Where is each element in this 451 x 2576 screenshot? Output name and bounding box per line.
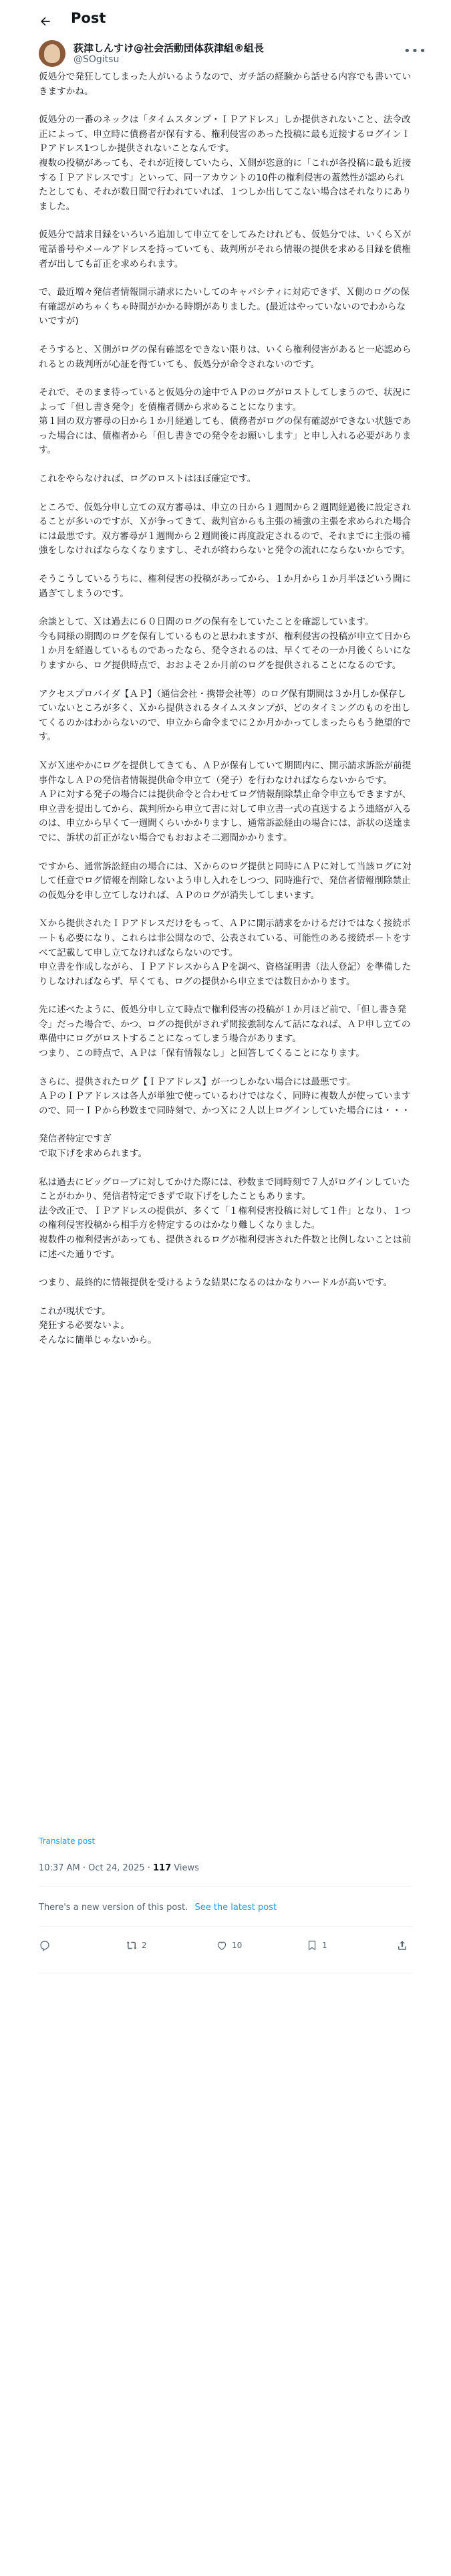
post-paragraph: 私は過去にビッグローブに対してかけた際には、秒数まで同時刻で７人がログインしていたことがわかり、発信者特定できずで取下げをしたこともあります。 法令改正で、ＩＰアドレスの提供が、多くて「１権利侵害投稿に対して１件」となり、１つの権利侵害投稿から相手方を特定するのはかなり難しくなりました。 複数件の権利侵害があっても、提供されるログが権利侵害された件数と比例しないことは前に述べた通りです。 — [39, 1176, 412, 1260]
post-paragraph: 仮処分で発狂してしまった人がいるようなので、ガチ話の経験から話せる内容でも書いていきますかね。 — [39, 72, 412, 97]
post-paragraph: それで、そのまま待っていると仮処分の途中でＡＰのログがロストしてしまうので、状況によって「但し書き発令」を債権者側から求めることになります。 第１回の双方審尋の日から１か月経過しても、債務者がログの保有確認ができない状態であった場合には、債権者から「但し書きでの発令をお願いします」と申し入れる必要があります。 — [39, 387, 412, 456]
post-paragraph: ところで、仮処分申し立ての双方審尋は、申立の日から１週間から２週間経過後に設定されることが多いのですが、Ｘが争ってきて、裁判官からも主張の補強の主張を求められた場合には最悪です。双方審尋が１週間から２週間後に再度設定されるので、それまでに主張の補強をしなければならなくなりますし、それが終わらないと発令の流れにならないからです。 — [39, 502, 412, 556]
translate-post-link[interactable]: Translate post — [39, 1836, 96, 1846]
post-paragraph: 仮処分で請求目録をいろいろ追加して申立てをしてみたけれども、仮処分では、いくらＸが電話番号やメールアドレスを持っていても、裁判所がそれら情報の提供を求める目録を債権者が出しても訂正を求められます。 — [39, 229, 412, 270]
like-count: 10 — [232, 1941, 243, 1950]
reply-icon — [39, 1939, 51, 1951]
like-button[interactable] — [216, 1939, 242, 1951]
like-icon — [216, 1939, 228, 1951]
post-paragraph: で、最近増々発信者情報開示請求にたいしてのキャパシティに対応できず、Ｘ側のログの保有確認がめちゃくちゃ時間がかかる時期がありました。(最近はやっていないのでわからないですが) — [39, 287, 410, 327]
post-paragraph: これが現状です。 発狂する必要ないよ。 そんなに簡単じゃないから。 — [39, 1305, 157, 1346]
views-count: 117 — [153, 1863, 172, 1873]
author-handle[interactable]: @SOgitsu — [73, 54, 120, 65]
repost-count: 2 — [142, 1941, 147, 1950]
action-bar — [39, 1939, 413, 1959]
post-meta: 10:37 AM · Oct 24, 2025 · 117 Views — [39, 1863, 199, 1873]
post-timestamp[interactable]: 10:37 AM · Oct 24, 2025 — [39, 1863, 145, 1873]
avatar[interactable] — [39, 40, 65, 67]
author-name[interactable]: 荻津しんすけ@社会活動団体荻津組®組長 — [73, 42, 265, 54]
share-icon — [396, 1939, 408, 1951]
post-paragraph: ですから、通常訴訟経由の場合には、Ｘからのログ提供と同時にＡＰに対して当該ログに対して任意でログ情報を削除しないよう申し入れをしつつ、同時進行で、発信者情報削除禁止の仮処分を申し立てしなければ、ＡＰのログが消失してしまいます。 — [39, 861, 412, 901]
see-latest-post-link[interactable]: See the latest post — [194, 1903, 277, 1913]
repost-button[interactable] — [126, 1939, 147, 1951]
post-paragraph: さらに、提供されたログ【ＩＰアドレス】が一つしかない場合には最悪です。 ＡＰのＩＰアドレスは各人が単独で使っているわけではなく、同時に複数人が使っていますので、同一ＩＰから秒数まで同時刻で、かつＸに２人以上ログインしていた場合には・・・ — [39, 1076, 411, 1116]
post-body — [39, 70, 413, 1362]
views-label: Views — [174, 1863, 199, 1873]
notice-text: There's a new version of this post. — [39, 1903, 188, 1913]
divider — [39, 1886, 413, 1887]
post-paragraph: Ｘから提供されたＩＰアドレスだけをもって、ＡＰに開示請求をかけるだけではなく接続ポートも必要になり、これらは非公開なので、公表されている、可能性のある接続ポートをすべて記載して申し立てなければならないのです。 申立書を作成しながら、ＩＰアドレスからＡＰを調べ、資格証明書（法人登記）を準備したりしなければならず、早くても、ログの提供から申立までは数日かかります。 — [39, 918, 412, 987]
bookmark-icon — [306, 1939, 318, 1951]
post-paragraph: つまり、最終的に情報提供を受けるような結果になるのはかなりハードルが高いです。 — [39, 1277, 393, 1289]
page-title: Post — [71, 10, 106, 26]
header — [0, 0, 451, 40]
repost-icon — [126, 1939, 138, 1951]
reply-button[interactable] — [39, 1939, 55, 1951]
post-paragraph: 余談として、Ｘは過去に６０日間のログの保有をしていたことを確認しています。 今も同様の期間のログを保有しているものと思われますが、権利侵害の投稿が申立て日から１か月を経過しているものであったなら、発令されるのは、早くてその一か月後くらいになりますから、ログ提供時点で、おおよそ２か月前のログを提供されることになるのです。 — [39, 617, 412, 671]
bookmark-count: 1 — [322, 1941, 327, 1950]
post-paragraph: アクセスプロバイダ【ＡＰ】（通信会社・携帯会社等）のログ保有期間は３か月しか保存していないところが多く、Ｘから提供されるタイムスタンプが、どのタイミングのものを出してくるのかはわからないので、申立から命令までに２か月かかってしまったらもう絶望的です。 — [39, 688, 412, 743]
share-button[interactable] — [396, 1939, 408, 1951]
post-paragraph: これをやらなければ、ログのロストはほぼ確定です。 — [39, 473, 257, 485]
more-icon[interactable]: ••• — [404, 44, 427, 58]
post-paragraph: 発信者特定ですぎ で取下げを求められます。 — [39, 1134, 148, 1160]
post-paragraph: ＸがＸ速やかにログを提供してきても、ＡＰが保有していて期間内に、開示請求訴訟が前提事件なしＡＰの発信者情報提供命令申立て（発子）を行わなければならないからです。 ＡＰに対する発子の場合には提供命令と合わせてログ情報削除禁止命令申立もできますが、申立書を提出してから、裁判所から申立て書に対して申立書一式の直送するよう連絡が入るのは、申立から早くて一週間くらいかかりますし、通常訴訟経由の場合には、訴状の送達までに、訴状の訂正がない場合でもおおよそ二週間かかります。 — [39, 760, 412, 843]
divider — [39, 1926, 413, 1927]
post-paragraph: 仮処分の一番のネックは「タイムスタンプ・ＩＰアドレス」しか提供されないこと、法令改正によって、申立時に債務者が保有する、権利侵害のあった投稿に最も近接するログインＩＰアドレス1つしか提供されないことなんです。 複数の投稿があっても、それが近接していたら、Ｘ側が恣意的に「これが各投稿に最も近接するＩＰアドレスです」といって、同一アカウントの10件の権利侵害の蓋然性が認められたとしても、それが数日間で行われていれば、１つしか出してこない場合はそれなりにありました。 — [39, 114, 412, 212]
post-paragraph: そうすると、Ｘ側がログの保有確認をできない限りは、いくら権利侵害があると一応認められるとの裁判所が心証を得ていても、仮処分が命令されないのです。 — [39, 344, 412, 370]
back-arrow-icon[interactable] — [39, 15, 52, 28]
post-paragraph: そうこうしているうちに、権利侵害の投稿があってから、１か月から１か月半ほどいう間に過ぎてしまうのです。 — [39, 574, 412, 599]
post-paragraph: 先に述べたように、仮処分申し立て時点で権利侵害の投稿が１か月ほど前で、「但し書き発令」だった場合で、かつ、ログの提供がされず間接強制なんて話になれば、ＡＰ申し立ての準備中にログがロストすることになってしまう場合があります。 つまり、この時点で、ＡＰは「保有情報なし」と回答してくることになります。 — [39, 1004, 411, 1059]
bookmark-button[interactable] — [306, 1939, 327, 1951]
new-version-notice — [39, 1903, 277, 1913]
